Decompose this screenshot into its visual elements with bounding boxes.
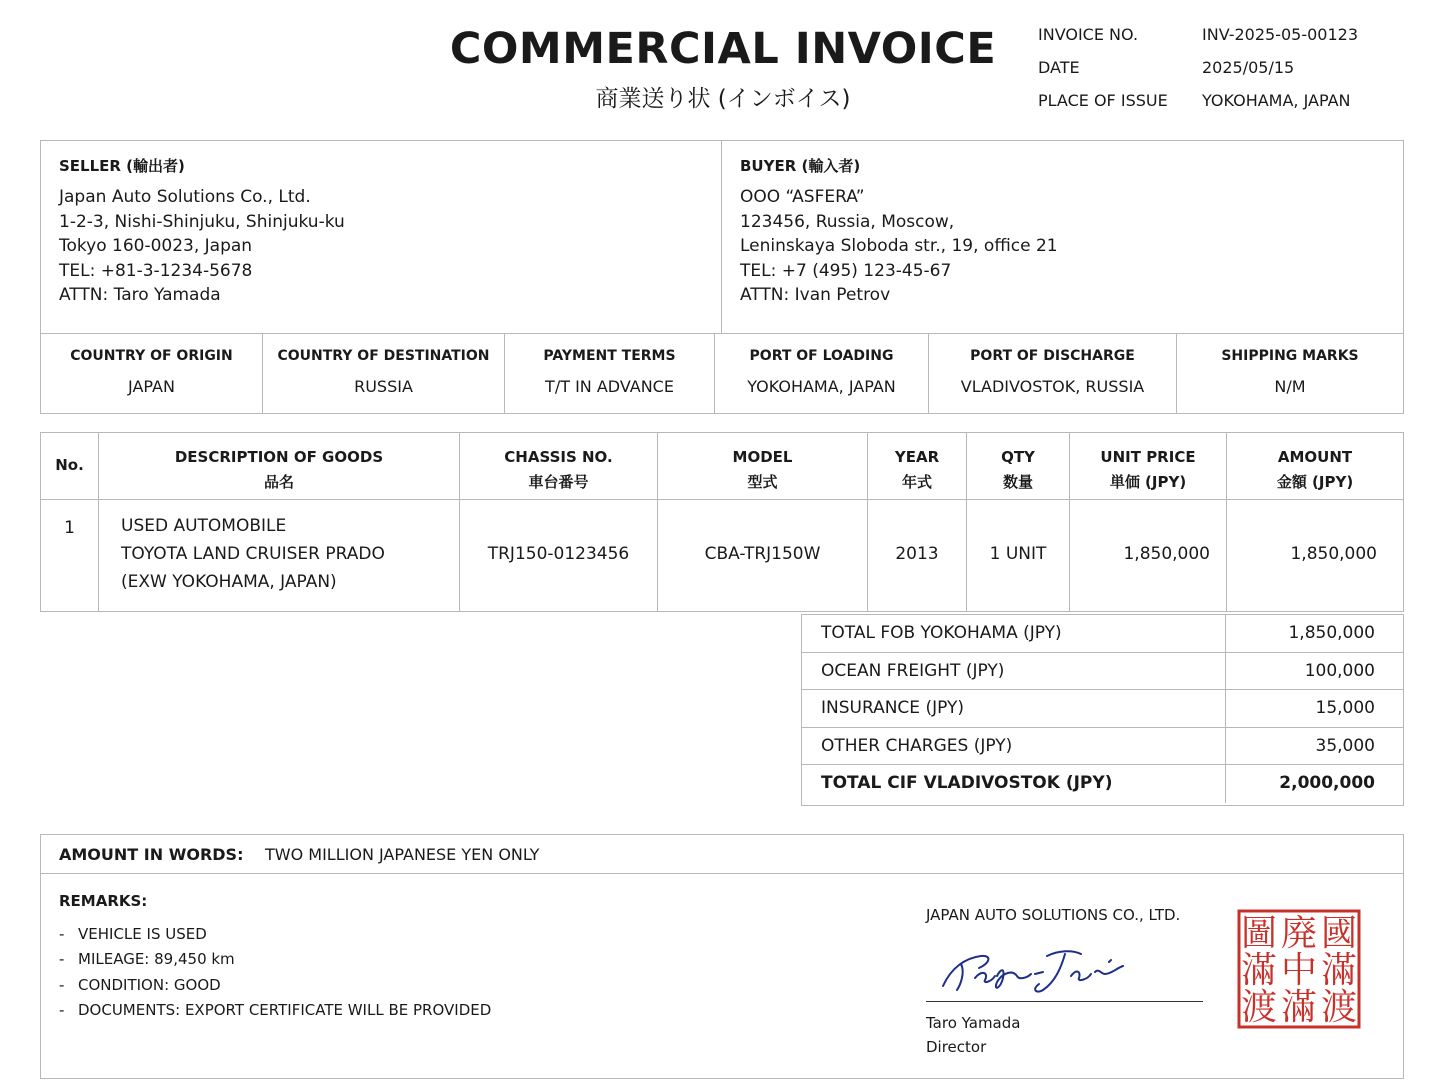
place-of-issue-value: YOKOHAMA, JAPAN (1202, 91, 1351, 110)
amount-in-words-row (41, 835, 1403, 874)
ship-label: SHIPPING MARKS (1221, 348, 1359, 364)
document-subtitle: 商業送り状 (インボイス) (595, 86, 851, 112)
handwritten-signature (931, 938, 1131, 998)
buyer-line: 123456, Russia, Moscow, (740, 211, 955, 232)
buyer-block (722, 141, 1403, 333)
header-qty (967, 433, 1070, 499)
shipping-marks-cell (1177, 334, 1403, 413)
header-en: YEAR (894, 448, 940, 466)
cell-year (868, 500, 967, 611)
total-label: TOTAL FOB YOKOHAMA (JPY) (802, 615, 1226, 652)
grand-total-value: 2,000,000 (1279, 773, 1375, 793)
port-of-loading-cell (715, 334, 929, 413)
total-label: OTHER CHARGES (JPY) (802, 728, 1226, 765)
company-seal-stamp (1237, 909, 1361, 1029)
quantity: 1 UNIT (989, 544, 1047, 564)
remark-text: VEHICLE IS USED (78, 925, 207, 943)
amount-in-words-label: AMOUNT IN WORDS: (59, 845, 244, 864)
total-value: 1,850,000 (1288, 623, 1375, 643)
ship-label: PAYMENT TERMS (543, 348, 676, 364)
signer-name: Taro Yamada (926, 1014, 1021, 1032)
goods-header-row (41, 433, 1403, 500)
place-of-issue-label: PLACE OF ISSUE (1038, 91, 1168, 110)
ship-label: COUNTRY OF ORIGIN (70, 348, 233, 364)
invoice-number-label: INVOICE NO. (1038, 25, 1139, 44)
item-number: 1 (64, 518, 75, 538)
goods-table (40, 432, 1404, 612)
seller-line: Japan Auto Solutions Co., Ltd. (59, 187, 311, 207)
document-title: COMMERCIAL INVOICE (449, 24, 997, 74)
total-fob-row (802, 615, 1403, 653)
header-en: MODEL (732, 448, 793, 466)
ship-value: JAPAN (128, 377, 175, 396)
header-jp: 年式 (901, 473, 932, 491)
seal-character: 渡 (1240, 987, 1278, 1028)
ship-label: COUNTRY OF DESTINATION (277, 348, 490, 364)
header-amount (1227, 433, 1403, 499)
buyer-line: OOO “ASFERA” (740, 187, 865, 207)
ship-label: PORT OF LOADING (749, 348, 894, 364)
invoice-date-value: 2025/05/15 (1202, 58, 1295, 77)
seller-line: Tokyo 160-0023, Japan (59, 236, 253, 256)
cell-chassis (460, 500, 658, 611)
list-item: - VEHICLE IS USED (59, 925, 207, 943)
header-en: DESCRIPTION OF GOODS (174, 448, 384, 466)
grand-total-label: TOTAL CIF VLADIVOSTOK (JPY) (802, 765, 1226, 803)
cell-qty (967, 500, 1070, 611)
insurance-row (802, 690, 1403, 728)
list-item: - CONDITION: GOOD (59, 975, 221, 994)
cell-no (41, 500, 99, 611)
seller-title: SELLER (輸出者) (59, 157, 185, 175)
cell-amount (1227, 500, 1403, 611)
cell-description (99, 500, 460, 611)
total-label: INSURANCE (JPY) (802, 690, 1226, 727)
header-unit-price (1070, 433, 1227, 499)
other-charges-row (802, 728, 1403, 766)
seal-character: 廃 (1280, 913, 1318, 954)
seller-line: TEL: +81-3-1234-5678 (59, 260, 253, 281)
list-item: - MILEAGE: 89,450 km (59, 950, 235, 969)
header-no-label: No. (55, 456, 84, 474)
seal-character: 圖 (1240, 913, 1278, 954)
unit-price: 1,850,000 (1123, 544, 1210, 564)
amount-in-words-value: TWO MILLION JAPANESE YEN ONLY (265, 845, 540, 864)
seal-character: 滿 (1240, 950, 1278, 991)
country-of-destination-cell (263, 334, 505, 413)
header-jp: 金額 (JPY) (1276, 473, 1354, 491)
buyer-line: Leninskaya Sloboda str., 19, office 21 (740, 236, 1058, 256)
signer-title: Director (926, 1038, 987, 1056)
invoice-number-value: INV-2025-05-00123 (1202, 25, 1358, 44)
buyer-line: ATTN: Ivan Petrov (740, 285, 891, 305)
list-item: - DOCUMENTS: EXPORT CERTIFICATE WILL BE PROVIDED (59, 1000, 492, 1019)
header-en: UNIT PRICE (1100, 448, 1196, 466)
header-en: AMOUNT (1277, 448, 1353, 466)
total-value: 15,000 (1315, 698, 1375, 718)
signing-company: JAPAN AUTO SOLUTIONS CO., LTD. (926, 906, 1181, 924)
header-description (99, 433, 460, 499)
ship-label: PORT OF DISCHARGE (970, 348, 1135, 364)
ship-value: YOKOHAMA, JAPAN (747, 377, 896, 396)
ocean-freight-row (802, 653, 1403, 691)
parties-section (40, 140, 1404, 334)
model-code: CBA-TRJ150W (704, 544, 821, 564)
total-value: 35,000 (1315, 735, 1375, 756)
footer-section (40, 834, 1404, 1079)
ship-value: N/M (1274, 377, 1306, 396)
header-en: CHASSIS NO. (504, 448, 613, 466)
seal-character: 國 (1320, 913, 1358, 954)
header-model (658, 433, 868, 499)
model-year: 2013 (895, 544, 939, 564)
remark-text: DOCUMENTS: EXPORT CERTIFICATE WILL BE PROVIDED (78, 1000, 492, 1019)
header-en: QTY (1001, 448, 1035, 466)
totals-table (801, 614, 1404, 806)
ship-value: T/T IN ADVANCE (545, 377, 674, 396)
grand-total-row (802, 765, 1403, 803)
header-jp: 型式 (747, 473, 778, 491)
seal-character: 滿 (1280, 987, 1318, 1028)
cell-unit-price (1070, 500, 1227, 611)
header-jp: 車台番号 (528, 473, 589, 491)
amount: 1,850,000 (1290, 544, 1377, 564)
seal-character: 渡 (1320, 987, 1358, 1028)
seller-line: ATTN: Taro Yamada (59, 285, 221, 305)
cell-model (658, 500, 868, 611)
remark-text: CONDITION: GOOD (78, 975, 221, 994)
payment-terms-cell (505, 334, 715, 413)
remarks-title: REMARKS: (59, 892, 148, 910)
remarks-list (59, 922, 491, 1023)
header-no (41, 433, 99, 499)
header-year (868, 433, 967, 499)
header-jp: 単価 (JPY) (1109, 473, 1187, 491)
remark-text: MILEAGE: 89,450 km (78, 950, 235, 969)
invoice-date-label: DATE (1038, 58, 1080, 77)
seal-character: 中 (1280, 950, 1318, 991)
total-label: OCEAN FREIGHT (JPY) (802, 653, 1226, 690)
description-line: USED AUTOMOBILE (121, 516, 287, 536)
table-row (41, 500, 1403, 611)
buyer-title: BUYER (輸入者) (740, 157, 861, 175)
buyer-line: TEL: +7 (495) 123-45-67 (740, 260, 952, 281)
seller-block (41, 141, 722, 333)
header-chassis (460, 433, 658, 499)
chassis-number: TRJ150-0123456 (487, 544, 630, 564)
seal-character: 滿 (1320, 950, 1358, 991)
country-of-origin-cell (41, 334, 263, 413)
shipping-info (40, 334, 1404, 414)
ship-value: RUSSIA (354, 377, 413, 396)
total-value: 100,000 (1304, 660, 1375, 681)
header-jp: 品名 (263, 473, 294, 491)
port-of-discharge-cell (929, 334, 1177, 413)
description-line: TOYOTA LAND CRUISER PRADO (121, 544, 385, 564)
ship-value: VLADIVOSTOK, RUSSIA (960, 377, 1145, 396)
signature-line (926, 1001, 1203, 1002)
seller-line: 1-2-3, Nishi-Shinjuku, Shinjuku-ku (59, 211, 345, 232)
header-jp: 数量 (1002, 473, 1033, 491)
description-line: (EXW YOKOHAMA, JAPAN) (121, 572, 337, 592)
